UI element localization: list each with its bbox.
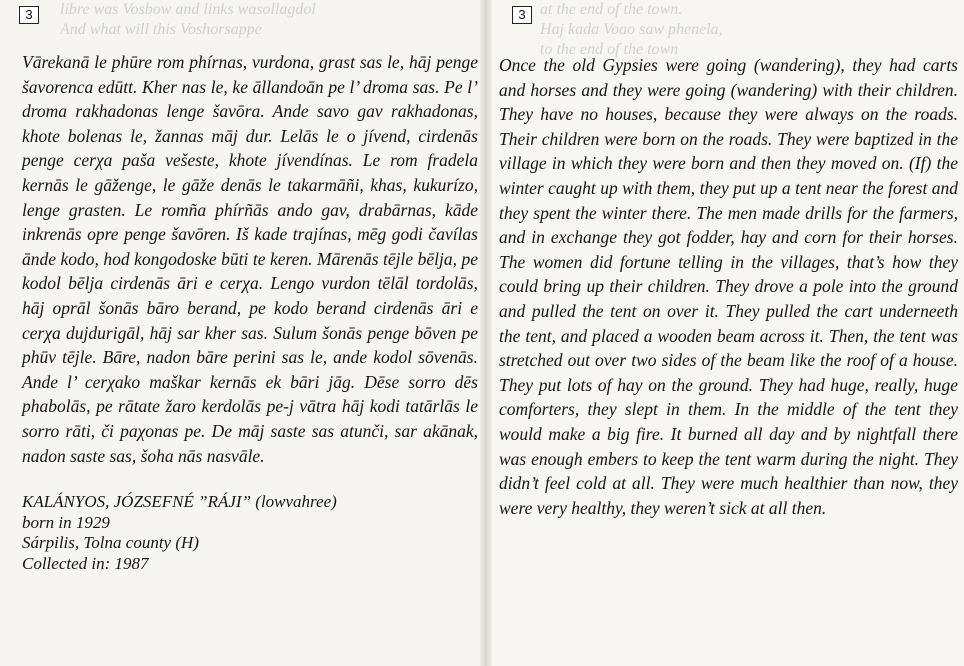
bleed-line: Haj kada Voao saw phenela, — [540, 21, 723, 38]
bleed-through-text-left — [60, 0, 475, 58]
bleed-through-text-right — [540, 0, 960, 58]
credit-block — [22, 492, 478, 574]
bleed-line: And what will this Voshorsappe — [60, 21, 262, 38]
page-number-box-left: 3 — [19, 6, 39, 24]
book-gutter — [480, 0, 492, 666]
romani-paragraph: Vārekanā le phūre rom phírnas, vurdona, grast sas le, hāj penge šavorenca edūtt. Kher nas le, ke āllandoān pe l’ droma sas. Pe l’ droma rakhadonas lenge šavōra. Ande savo gav rakhadonas, khote bolenas le, žannas māj dur. Lelās le o jívend, cirdenās penge cerχa paša vešeste, khote jívendínas. Le rom fradela kernās le gāženge, le gāže denās le takarmāñi, khas, kukurízo, lenge grasten. Le romña phírñās ando gav, drabārnas, kāde inkrenās opre penge šavōren. Iš kade trajínas, mēg godi čavílas ānde kodo, hod kongodoske būti te keren. Mārenās tējle bēlja, pe kodol bēlja cirdenās āri e cerχa. Lengo vurdon tēlāl tordolās, hāj oprāl šonās bāro berand, pe kodo berand cirdenās āri e cerχa dujdurigāl, hāj sar kher sas. Sulum šonās penge bōven pe phūv tējle. Bāre, nadon bāre perini sas le, ande kodol sōvenās. Ande l’ cerχako maškar kernās ek bāri jāg. Dēse sorro dēs phabolās, pe rātate žaro kerdolās pe-j vātra hāj kodi tatārlās le sorro rāti, či paχonas pe. De māj saste sas atunči, sar akānak, nadon saste sas, šoha nās nasvāle. — [22, 52, 478, 466]
credit-place: Sárpilis, Tolna county (H) — [22, 533, 199, 553]
credit-born: born in 1929 — [22, 512, 110, 532]
page-number-box-right: 3 — [512, 6, 532, 24]
credit-collected: Collected in: 1987 — [22, 553, 149, 573]
credit-name: KALÁNYOS, JÓZSEFNÉ ”RÁJI” (lowvahree) — [22, 492, 337, 512]
bleed-line: to the end of the town — [540, 41, 679, 58]
english-paragraph: Once the old Gypsies were going (wandering), they had carts and horses and they were going (wandering) with their children. They have no houses, because they were always on the roads. Their children were born on the roads. They were baptized in the village in which they were born and then they moved on. (If) the winter caught up with them, they put up a tent near the forest and they spent the winter there. The men made drills for the farmers, and in exchange they got fodder, hay and corn for their horses. The women did fortune telling in the villages, that’s how they could bring up their children. They drove a pole into the ground and pulled the tent on over it. They pulled the cart underneeth the tent, and placed a wooden beam across it. Then, the tent was stretched out over two sides of the beam like the roof of a house. They put lots of hay on the ground. They had huge, really, huge comforters, they slept in them. In the middle of the tent they would make a big fire. It burned all day and by nightfall there was enough embers to keep the tent warm during the night. They didn’t feel cold at all. They were much healthier than now, they were very healthy, they weren’t sick at all then. — [499, 55, 958, 518]
right-page — [486, 0, 964, 666]
bleed-line: libre was Vosbow and links wasollagdol — [60, 1, 316, 18]
bleed-line: at the end of the town. — [540, 1, 683, 18]
